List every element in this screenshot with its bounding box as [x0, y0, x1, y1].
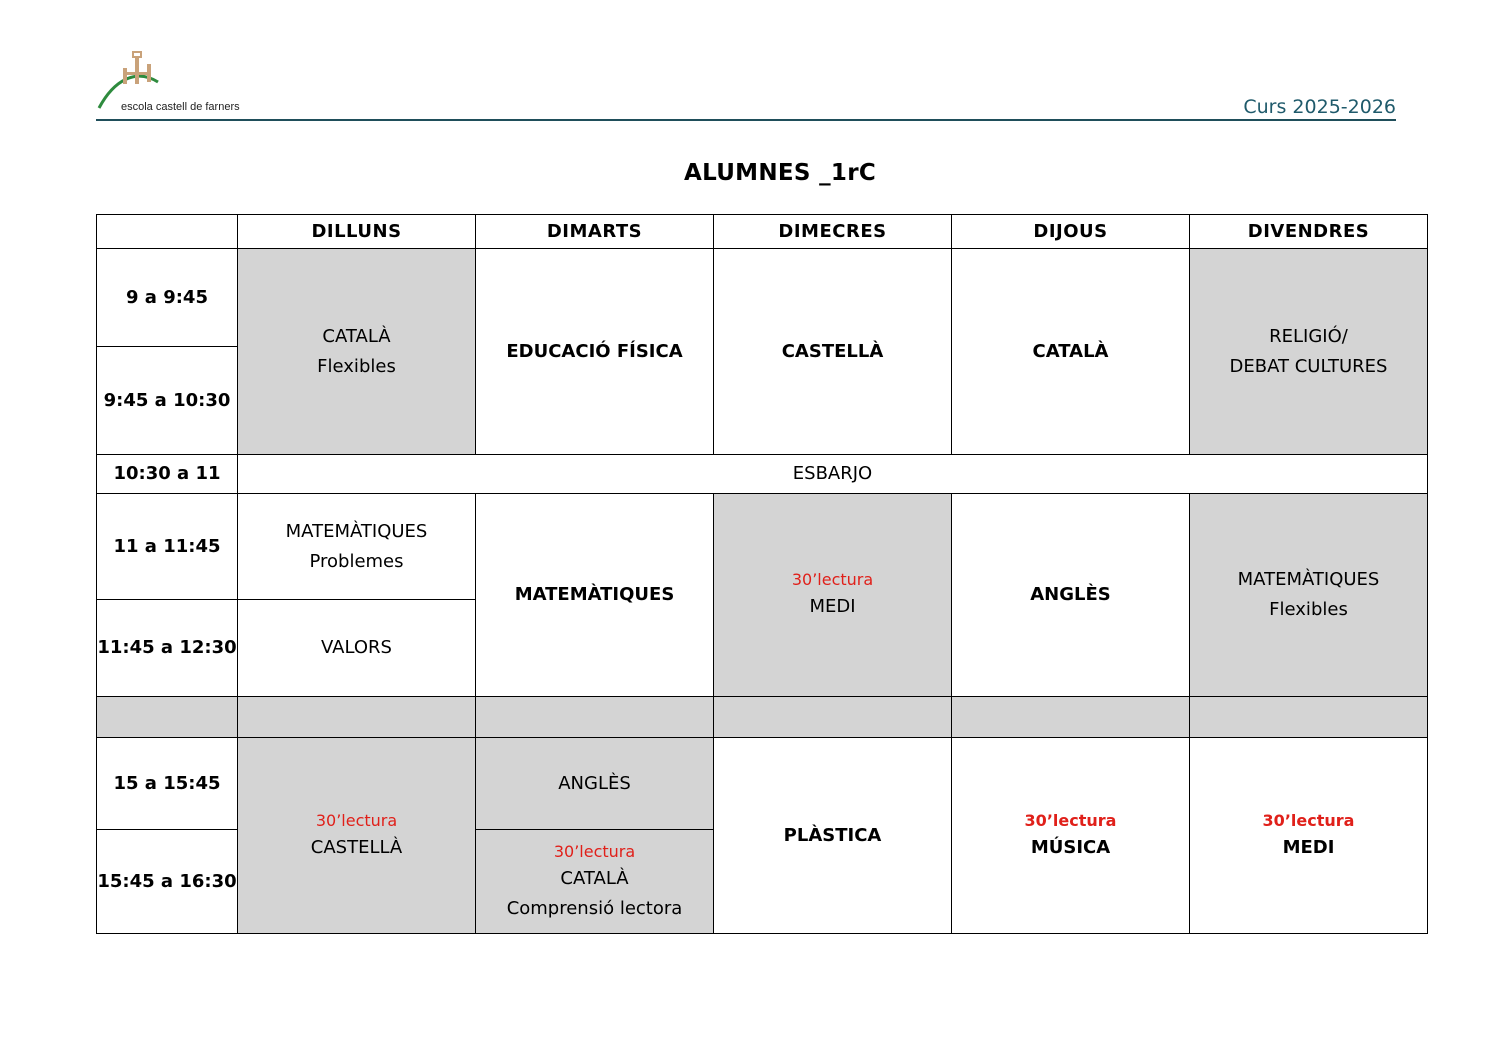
logo-text: escola castell de farners — [121, 101, 240, 113]
empty-cell — [476, 697, 714, 738]
header-rule — [96, 119, 1396, 121]
table-row — [97, 455, 1428, 494]
table-row — [97, 249, 1428, 347]
class-cell — [1190, 738, 1428, 934]
day-header: DIJOUS — [952, 215, 1190, 249]
subject-label: MATEMÀTIQUES — [1237, 569, 1380, 591]
subject-detail: Comprensió lectora — [506, 897, 683, 919]
empty-cell — [952, 697, 1190, 738]
empty-cell — [1190, 697, 1428, 738]
page-title: ALUMNES _1rC — [683, 160, 877, 186]
subject-label: CATALÀ — [322, 325, 391, 347]
class-cell — [476, 494, 714, 697]
class-cell — [952, 249, 1190, 455]
subject-label: MEDI — [1282, 836, 1335, 858]
subject-label: ANGLÈS — [558, 772, 631, 794]
subject-detail: Flexibles — [317, 355, 396, 377]
break-cell — [238, 455, 1428, 494]
table-row — [97, 738, 1428, 830]
time-slot: 9 a 9:45 — [97, 249, 238, 347]
day-header: DIMARTS — [476, 215, 714, 249]
empty-cell — [97, 697, 238, 738]
subject-label: PLÀSTICA — [783, 824, 882, 846]
timetable — [96, 214, 1428, 934]
time-slot: 11 a 11:45 — [97, 494, 238, 600]
class-cell — [952, 738, 1190, 934]
lunch-row — [97, 697, 1428, 738]
class-cell — [476, 830, 714, 934]
time-slot: 9:45 a 10:30 — [97, 347, 238, 455]
class-cell — [238, 249, 476, 455]
time-slot: 15 a 15:45 — [97, 738, 238, 830]
class-cell — [714, 494, 952, 697]
day-header-row — [97, 215, 1428, 249]
subject-label: MATEMÀTIQUES — [285, 520, 428, 542]
class-cell — [238, 738, 476, 934]
subject-label: MATEMÀTIQUES — [514, 584, 675, 606]
subject-label: VALORS — [321, 637, 392, 659]
subject-label: CATALÀ — [560, 867, 629, 889]
subject-label: CATALÀ — [1032, 340, 1109, 362]
day-header: DILLUNS — [238, 215, 476, 249]
subject-label: RELIGIÓ/ — [1269, 325, 1348, 347]
subject-label: ANGLÈS — [1030, 584, 1111, 606]
subject-detail: Flexibles — [1269, 599, 1348, 620]
empty-cell — [714, 697, 952, 738]
class-cell — [1190, 494, 1428, 697]
day-header: DIMECRES — [714, 215, 952, 249]
class-cell — [952, 494, 1190, 697]
reading-note: 30’lectura — [1262, 810, 1355, 830]
class-cell — [238, 494, 476, 600]
class-cell — [1190, 249, 1428, 455]
class-cell — [238, 600, 476, 697]
subject-label: MÚSICA — [1030, 836, 1111, 858]
course-year: Curs 2025-2026 — [1243, 96, 1396, 118]
subject-label: EDUCACIÓ FÍSICA — [506, 340, 683, 362]
class-cell — [476, 249, 714, 455]
subject-label: CASTELLÀ — [310, 836, 403, 858]
class-cell — [714, 738, 952, 934]
reading-note: 30’lectura — [553, 841, 636, 861]
corner-cell — [97, 215, 238, 249]
class-cell — [476, 738, 714, 830]
empty-cell — [238, 697, 476, 738]
subject-detail: DEBAT CULTURES — [1229, 355, 1388, 377]
subject-label: CASTELLÀ — [781, 340, 884, 362]
table-row — [97, 494, 1428, 600]
time-slot: 11:45 a 12:30 — [97, 600, 238, 697]
class-cell — [714, 249, 952, 455]
time-slot: 15:45 a 16:30 — [97, 830, 238, 934]
time-slot: 10:30 a 11 — [97, 455, 238, 494]
reading-note: 30’lectura — [1024, 810, 1117, 830]
break-label: ESBARJO — [792, 463, 873, 485]
reading-note: 30’lectura — [315, 810, 398, 830]
day-header: DIVENDRES — [1190, 215, 1428, 249]
reading-note: 30’lectura — [791, 570, 874, 590]
subject-label: MEDI — [809, 596, 856, 618]
subject-detail: Problemes — [309, 550, 404, 572]
